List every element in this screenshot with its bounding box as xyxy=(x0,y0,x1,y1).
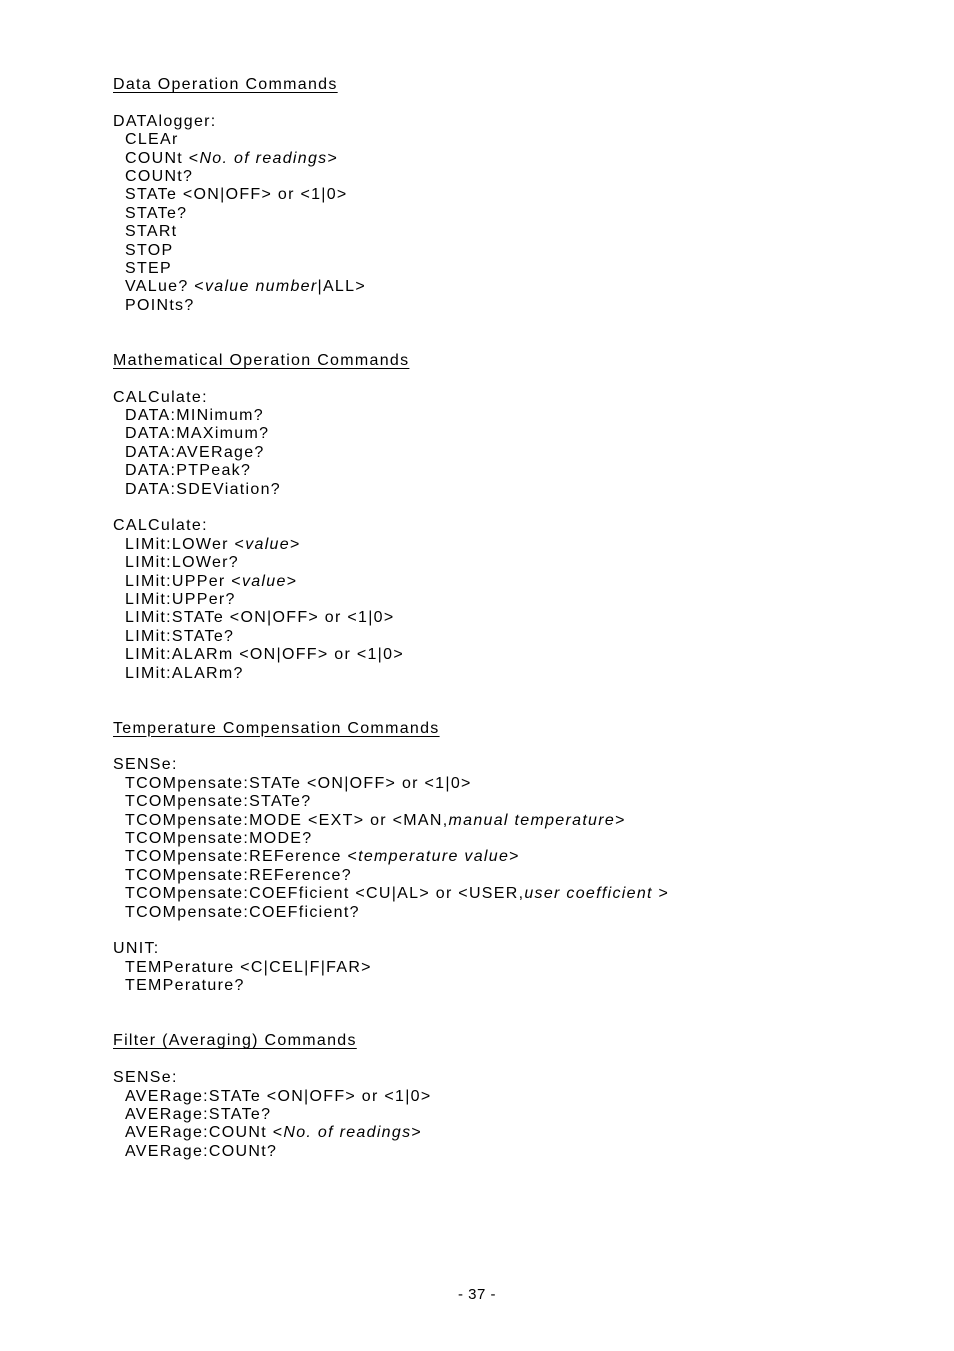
parameter-placeholder: user coefficient xyxy=(524,885,659,903)
parameter-placeholder: value xyxy=(245,535,290,553)
command-text: > xyxy=(411,1124,423,1142)
command-line xyxy=(113,186,913,204)
command-line xyxy=(113,628,913,646)
command-line xyxy=(113,168,913,186)
parameter-placeholder: temperature value xyxy=(358,848,510,866)
command-text: COUNt < xyxy=(125,149,200,167)
command-line xyxy=(113,885,913,903)
command-text: > xyxy=(289,535,301,553)
section-heading: Temperature Compensation Commands xyxy=(113,719,440,737)
command-text: > xyxy=(509,848,520,866)
command-text: AVERage:COUNt? xyxy=(125,1142,278,1160)
command-text: CLEAr xyxy=(125,131,179,149)
command-text: > xyxy=(327,149,339,167)
command-line xyxy=(113,977,913,995)
command-line xyxy=(113,1124,913,1142)
command-line xyxy=(113,775,913,793)
command-line xyxy=(113,481,913,499)
command-text: LIMit:LOWer? xyxy=(125,554,239,572)
command-line xyxy=(113,573,913,591)
command-line xyxy=(113,536,913,554)
command-text: LIMit:UPPer? xyxy=(125,590,236,608)
command-line xyxy=(113,904,913,922)
section-heading: Filter (Averaging) Commands xyxy=(113,1032,357,1050)
command-text: LIMit:LOWer < xyxy=(125,535,246,553)
command-text: DATA:PTPeak? xyxy=(125,462,252,480)
command-root: CALCulate: xyxy=(113,388,208,406)
command-text: TCOMpensate:STATe <ON|OFF> or <1|0> xyxy=(125,774,472,792)
command-text: |ALL> xyxy=(317,278,366,296)
command-text: STARt xyxy=(125,223,178,241)
command-text: TCOMpensate:MODE? xyxy=(125,830,313,848)
parameter-placeholder: value number xyxy=(204,278,318,296)
command-line xyxy=(113,848,913,866)
command-line xyxy=(113,407,913,425)
command-text: AVERage:STATe? xyxy=(125,1105,272,1123)
command-root: CALCulate: xyxy=(113,517,208,535)
command-text: TCOMpensate:REFerence < xyxy=(125,848,359,866)
command-line xyxy=(113,278,913,296)
command-text: TCOMpensate:MODE <EXT> or <MAN, xyxy=(125,811,449,829)
command-line xyxy=(113,554,913,572)
command-text: POINts? xyxy=(125,296,195,314)
command-line xyxy=(113,867,913,885)
command-line xyxy=(113,205,913,223)
command-text: VALue? < xyxy=(125,278,205,296)
parameter-placeholder: value xyxy=(241,572,287,590)
command-line xyxy=(113,1143,913,1161)
command-text: DATA:MINimum? xyxy=(125,407,264,425)
command-text: > xyxy=(658,885,670,903)
command-line xyxy=(113,462,913,480)
command-line xyxy=(113,812,913,830)
command-text: LIMit:UPPer < xyxy=(125,572,242,590)
command-text: AVERage:COUNt < xyxy=(125,1124,284,1142)
command-line xyxy=(113,609,913,627)
parameter-placeholder: No. of readings xyxy=(199,149,328,167)
command-line xyxy=(113,223,913,241)
command-line xyxy=(113,425,913,443)
command-root: SENSe: xyxy=(113,756,178,774)
command-line xyxy=(113,830,913,848)
command-text: LIMit:STATe? xyxy=(125,627,235,645)
command-line xyxy=(113,297,913,315)
command-text: TEMPerature? xyxy=(125,977,245,995)
command-text: DATA:MAXimum? xyxy=(125,425,270,443)
command-line xyxy=(113,1088,913,1106)
command-text: DATA:SDEViation? xyxy=(125,480,281,498)
command-line xyxy=(113,1106,913,1124)
command-root: UNIT: xyxy=(113,940,160,958)
command-line xyxy=(113,131,913,149)
command-line xyxy=(113,260,913,278)
command-line xyxy=(113,242,913,260)
command-text: TEMPerature <C|CEL|F|FAR> xyxy=(125,958,372,976)
command-text: STEP xyxy=(125,259,172,277)
command-text: STATe? xyxy=(125,204,188,222)
command-root: DATAlogger: xyxy=(113,112,217,130)
command-text: > xyxy=(286,572,298,590)
command-text: DATA:AVERage? xyxy=(125,443,265,461)
command-reference-page xyxy=(113,76,913,1161)
command-text: > xyxy=(615,811,626,829)
command-line xyxy=(113,646,913,664)
command-text: AVERage:STATe <ON|OFF> or <1|0> xyxy=(125,1087,432,1105)
command-text: LIMit:ALARm? xyxy=(125,664,244,682)
command-line xyxy=(113,150,913,168)
parameter-placeholder: manual temperature xyxy=(448,811,616,829)
command-text: COUNt? xyxy=(125,167,194,185)
command-text: LIMit:STATe <ON|OFF> or <1|0> xyxy=(125,609,395,627)
command-line xyxy=(113,591,913,609)
command-text: STOP xyxy=(125,241,174,259)
command-text: TCOMpensate:REFerence? xyxy=(125,866,352,884)
command-text: TCOMpensate:COEFficient <CU|AL> or <USER, xyxy=(125,885,525,903)
command-line xyxy=(113,959,913,977)
command-root: SENSe: xyxy=(113,1069,178,1087)
command-text: TCOMpensate:STATe? xyxy=(125,793,312,811)
section-heading: Data Operation Commands xyxy=(113,76,338,93)
parameter-placeholder: No. of readings xyxy=(283,1124,412,1142)
page-number: - 37 - xyxy=(457,1286,496,1303)
command-line xyxy=(113,793,913,811)
command-line xyxy=(113,444,913,462)
command-line xyxy=(113,665,913,683)
section-heading: Mathematical Operation Commands xyxy=(113,351,410,369)
command-text: LIMit:ALARm <ON|OFF> or <1|0> xyxy=(125,646,404,664)
command-text: STATe <ON|OFF> or <1|0> xyxy=(125,186,348,204)
command-text: TCOMpensate:COEFficient? xyxy=(125,903,360,921)
